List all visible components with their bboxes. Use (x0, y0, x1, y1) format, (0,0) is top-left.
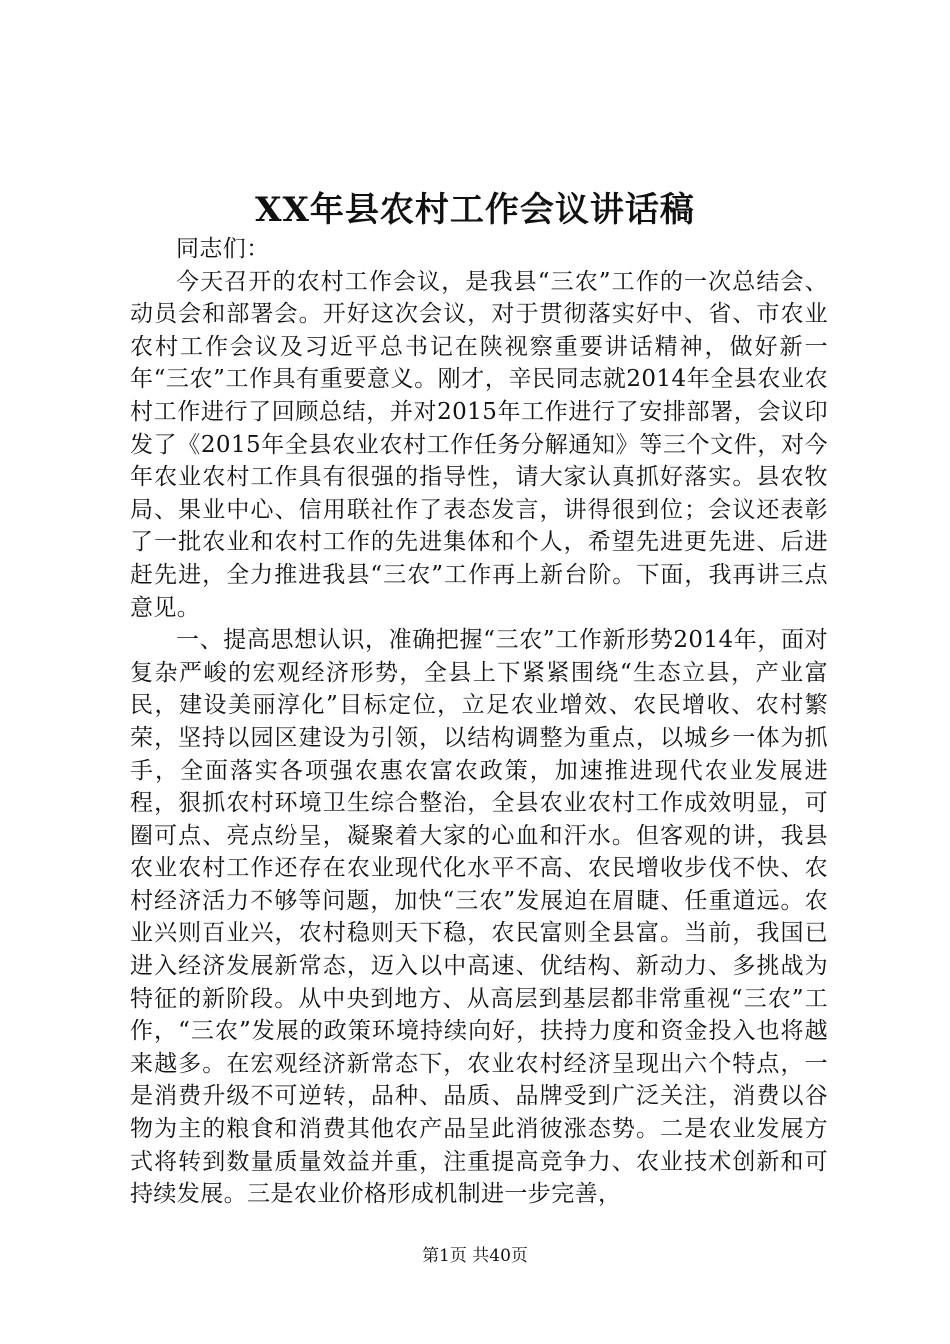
body-paragraph-1: 今天召开的农村工作会议，是我县“三农”工作的一次总结会、动员会和部署会。开好这次会议，对于贯彻落实好中、省、市农业农村工作会议及习近平总书记在陕视察重要讲话精神，做好新一年“三农”工作具有重要意义。刚才，辛民同志就2014年全县农业农村工作进行了回顾总结，并对2015年工作进行了安排部署，会议印发了《2015年全县农业农村工作任务分解通知》等三个文件，对今年农业农村工作具有很强的指导性，请大家认真抓好落实。县农牧局、果业中心、信用联社作了表态发言，讲得很到位；会议还表彰了一批农业和农村工作的先进集体和个人，希望先进更先进、后进赶先进，全力推进我县“三农”工作再上新台阶。下面，我再讲三点意见。 (130, 268, 828, 621)
body-paragraph-2: 一、提高思想认识，准确把握“三农”工作新形势2014年，面对复杂严峻的宏观经济形势，全县上下紧紧围绕“生态立县，产业富民，建设美丽淳化”目标定位，立足农业增效、农民增收、农村繁荣，坚持以园区建设为引领，以结构调整为重点，以城乡一体为抓手，全面落实各项强农惠农富农政策，加速推进现代农业发展进程，狠抓农村环境卫生综合整治，全县农业农村工作成效明显，可圈可点、亮点纷呈，凝聚着大家的心血和汗水。但客观的讲，我县农业农村工作还存在农业现代化水平不高、农民增收步伐不快、农村经济活力不够等问题，加快“三农”发展迫在眉睫、任重道远。农业兴则百业兴，农村稳则天下稳，农民富则全县富。当前，我国已进入经济发展新常态，迈入以中高速、优结构、新动力、多挑战为特征的新阶段。从中央到地方、从高层到基层都非常重视“三农”工作，“三农”发展的政策环境持续向好，扶持力度和资金投入也将越来越多。在宏观经济新常态下，农业农村经济呈现出六个特点，一是消费升级不可逆转，品种、品质、品牌受到广泛关注，消费以谷物为主的粮食和消费其他农产品呈此消彼涨态势。二是农业发展方式将转到数量质量效益并重，注重提高竞争力、农业技术创新和可持续发展。三是农业价格形成机制进一步完善， (130, 627, 828, 1208)
page-number-footer: 第1页 共40页 (422, 1246, 528, 1266)
salutation: 同志们： (176, 236, 270, 262)
document-body (130, 233, 828, 1211)
document-title: XX年县农村工作会议讲话稿 (255, 190, 695, 230)
